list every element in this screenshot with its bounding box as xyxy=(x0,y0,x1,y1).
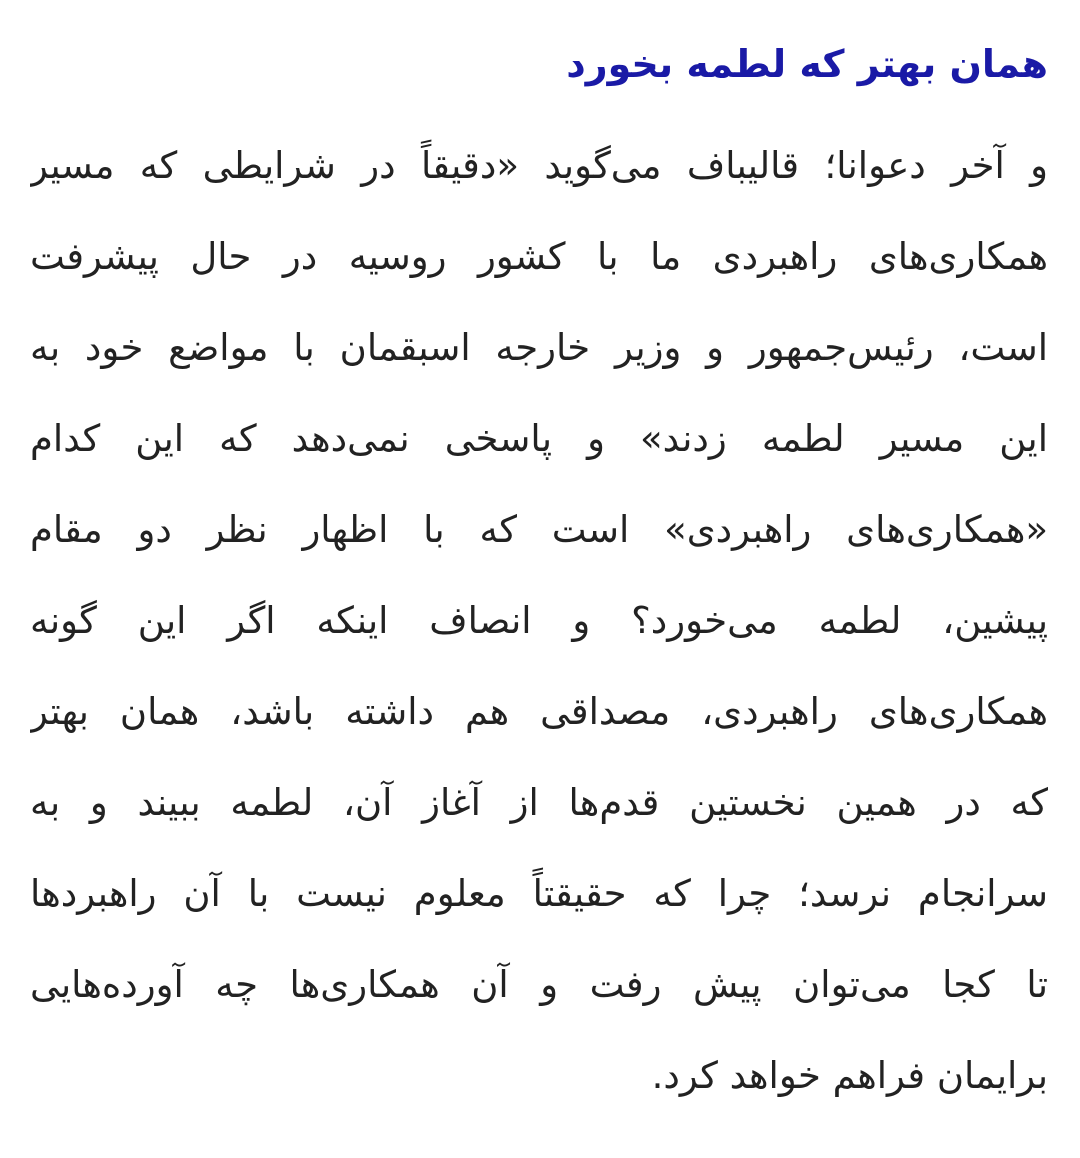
paragraph-line: همکاری‌های راهبردی ما با کشور روسیه در حال پیشرفت xyxy=(30,235,1048,278)
article-paragraph xyxy=(30,120,1048,1121)
paragraph-line: که در همین نخستین قدم‌ها از آغاز آن، لطمه ببیند و به xyxy=(30,781,1048,824)
paragraph-line: این مسیر لطمه زدند» و پاسخی نمی‌دهد که این کدام xyxy=(30,417,1048,460)
paragraph-line: است، رئیس‌جمهور و وزیر خارجه اسبقمان با مواضع خود به xyxy=(30,326,1048,369)
paragraph-line: سرانجام نرسد؛ چرا که حقیقتاً معلوم نیست با آن راهبردها xyxy=(30,872,1048,915)
paragraph-line: و آخر دعوانا؛ قالیباف می‌گوید «دقیقاً در شرایطی که مسیر xyxy=(30,144,1048,187)
paragraph-line: برایمان فراهم خواهد کرد. xyxy=(651,1054,1048,1097)
paragraph-line: «همکاری‌های راهبردی» است که با اظهار نظر دو مقام xyxy=(30,508,1048,551)
paragraph-line: پیشین، لطمه می‌خورد؟ و انصاف اینکه اگر این گونه xyxy=(30,599,1048,642)
article xyxy=(30,0,1048,1121)
article-headline: همان بهتر که لطمه بخورد xyxy=(566,42,1048,86)
paragraph-line: همکاری‌های راهبردی، مصداقی هم داشته باشد، همان بهتر xyxy=(30,690,1048,733)
paragraph-line: تا کجا می‌توان پیش رفت و آن همکاری‌ها چه آورده‌هایی xyxy=(30,963,1048,1006)
